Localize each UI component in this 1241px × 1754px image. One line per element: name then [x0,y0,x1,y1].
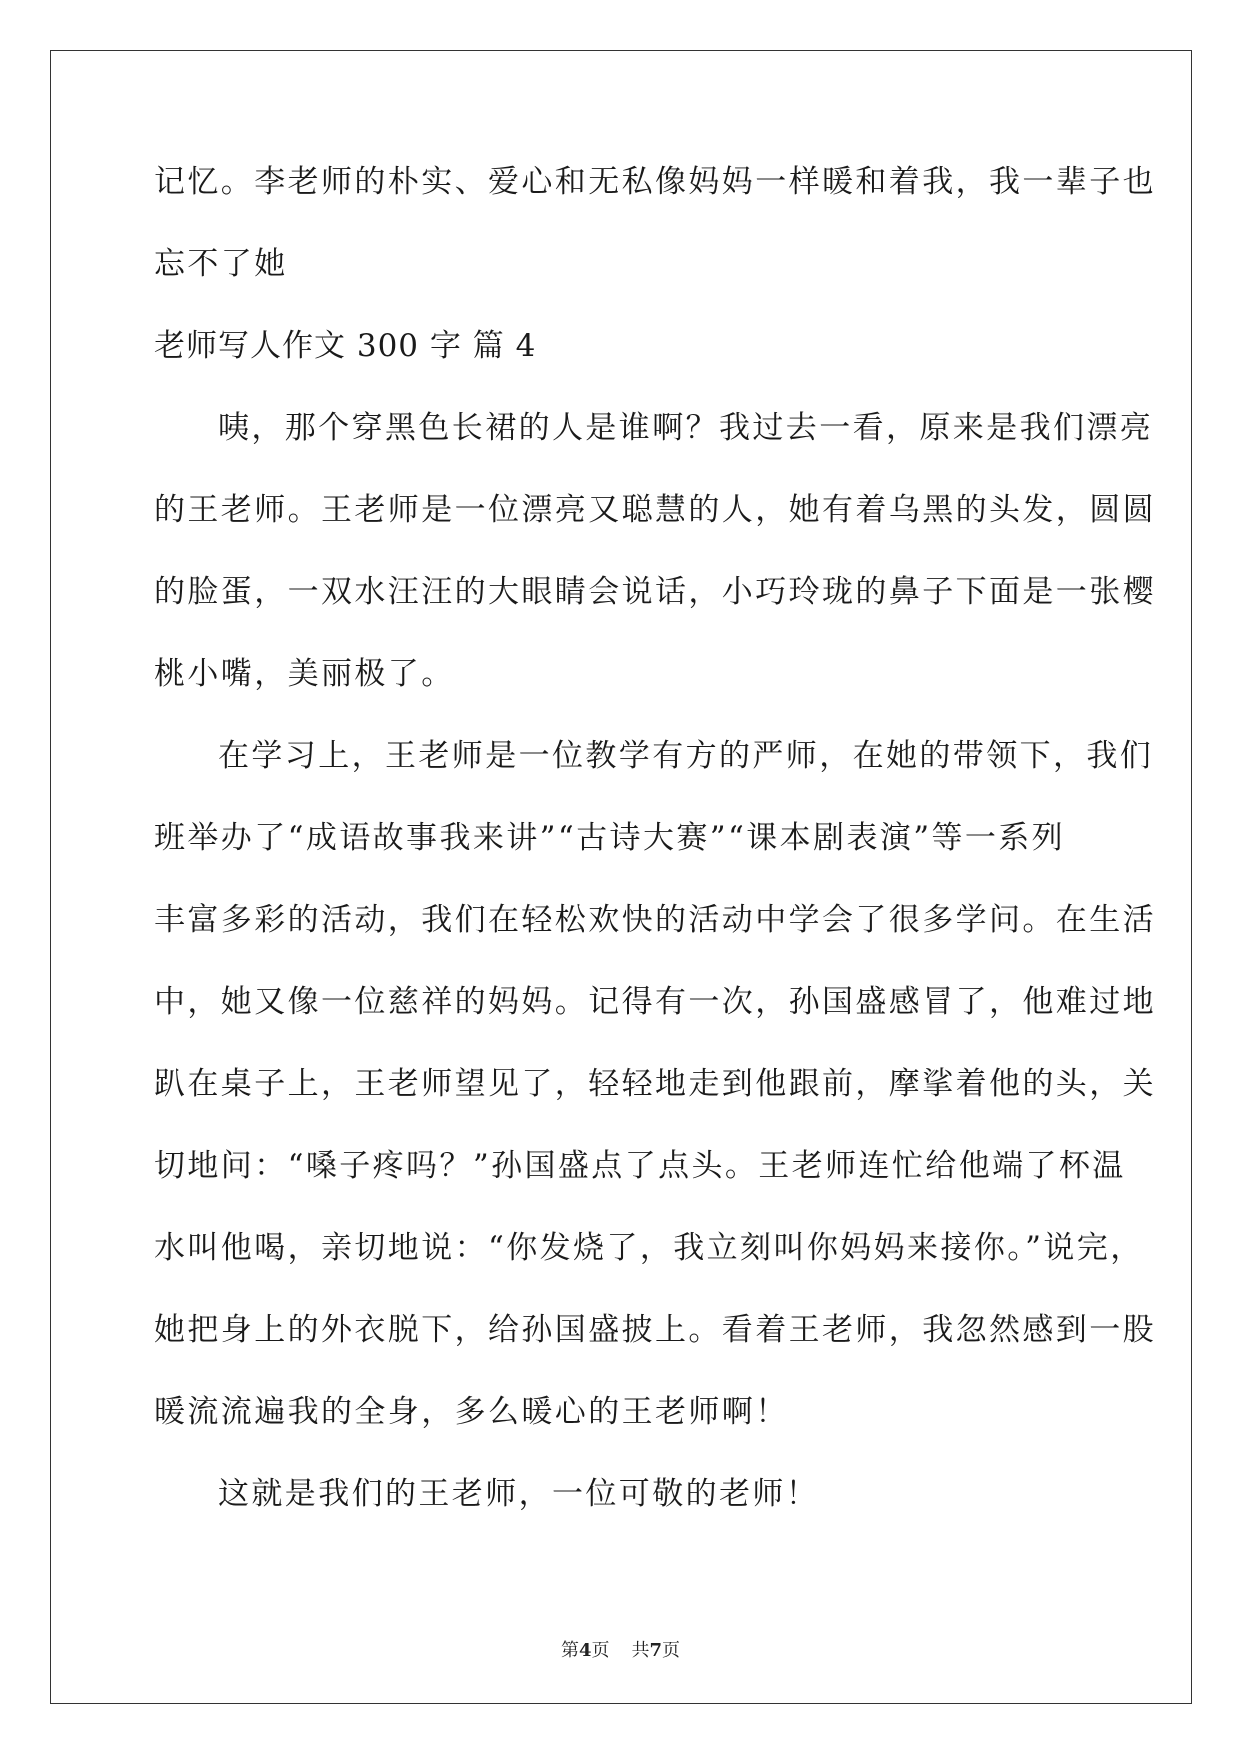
total-suffix: 页 [662,1640,681,1661]
paragraph-line: 水叫他喝，亲切地说：“你发烧了，我立刻叫你妈妈来接你。”说完， [154,1230,1144,1266]
paragraph-line: 她把身上的外衣脱下，给孙国盛披上。看着王老师，我忽然感到一股 [154,1312,1156,1348]
paragraph-line: 趴在桌子上，王老师望见了，轻轻地走到他跟前，摩挲着他的头，关 [154,1066,1156,1102]
paragraph-line: 忘不了她 [154,246,288,282]
paragraph-line: 的脸蛋，一双水汪汪的大眼睛会说话，小巧玲珑的鼻子下面是一张樱 [154,574,1156,610]
page-suffix: 页 [591,1640,610,1661]
paragraph-line: 暖流流遍我的全身，多么暖心的王老师啊！ [154,1394,789,1430]
section-heading: 老师写人作文 300 字 篇 4 [154,328,537,364]
paragraph-line: 的王老师。王老师是一位漂亮又聪慧的人，她有着乌黑的头发，圆圆 [154,492,1156,528]
paragraph-line: 记忆。李老师的朴实、爱心和无私像妈妈一样暖和着我，我一辈子也 [154,164,1156,200]
total-pages-number: 7 [649,1640,663,1661]
paragraph-line: 丰富多彩的活动，我们在轻松欢快的活动中学会了很多学问。在生活 [154,902,1156,938]
paragraph-line: 班举办了“成语故事我来讲”“古诗大赛”“课本剧表演”等一系列 [154,820,1066,856]
paragraph-line: 切地问：“嗓子疼吗？”孙国盛点了点头。王老师连忙给他端了杯温 [154,1148,1126,1184]
document-body [154,160,1156,1554]
paragraph-line: 中，她又像一位慈祥的妈妈。记得有一次，孙国盛感冒了，他难过地 [154,984,1156,1020]
paragraph-line: 在学习上，王老师是一位教学有方的严师，在她的带领下，我们 [218,738,1154,774]
paragraph-line: 这就是我们的王老师，一位可敬的老师！ [218,1476,820,1512]
page-prefix: 第 [560,1640,579,1661]
page-footer [0,1636,1241,1662]
paragraph-line: 桃小嘴，美丽极了。 [154,656,455,692]
total-prefix: 共 [631,1640,650,1661]
current-page-number: 4 [578,1640,592,1661]
paragraph-line: 咦，那个穿黑色长裙的人是谁啊？我过去一看，原来是我们漂亮 [218,410,1154,446]
